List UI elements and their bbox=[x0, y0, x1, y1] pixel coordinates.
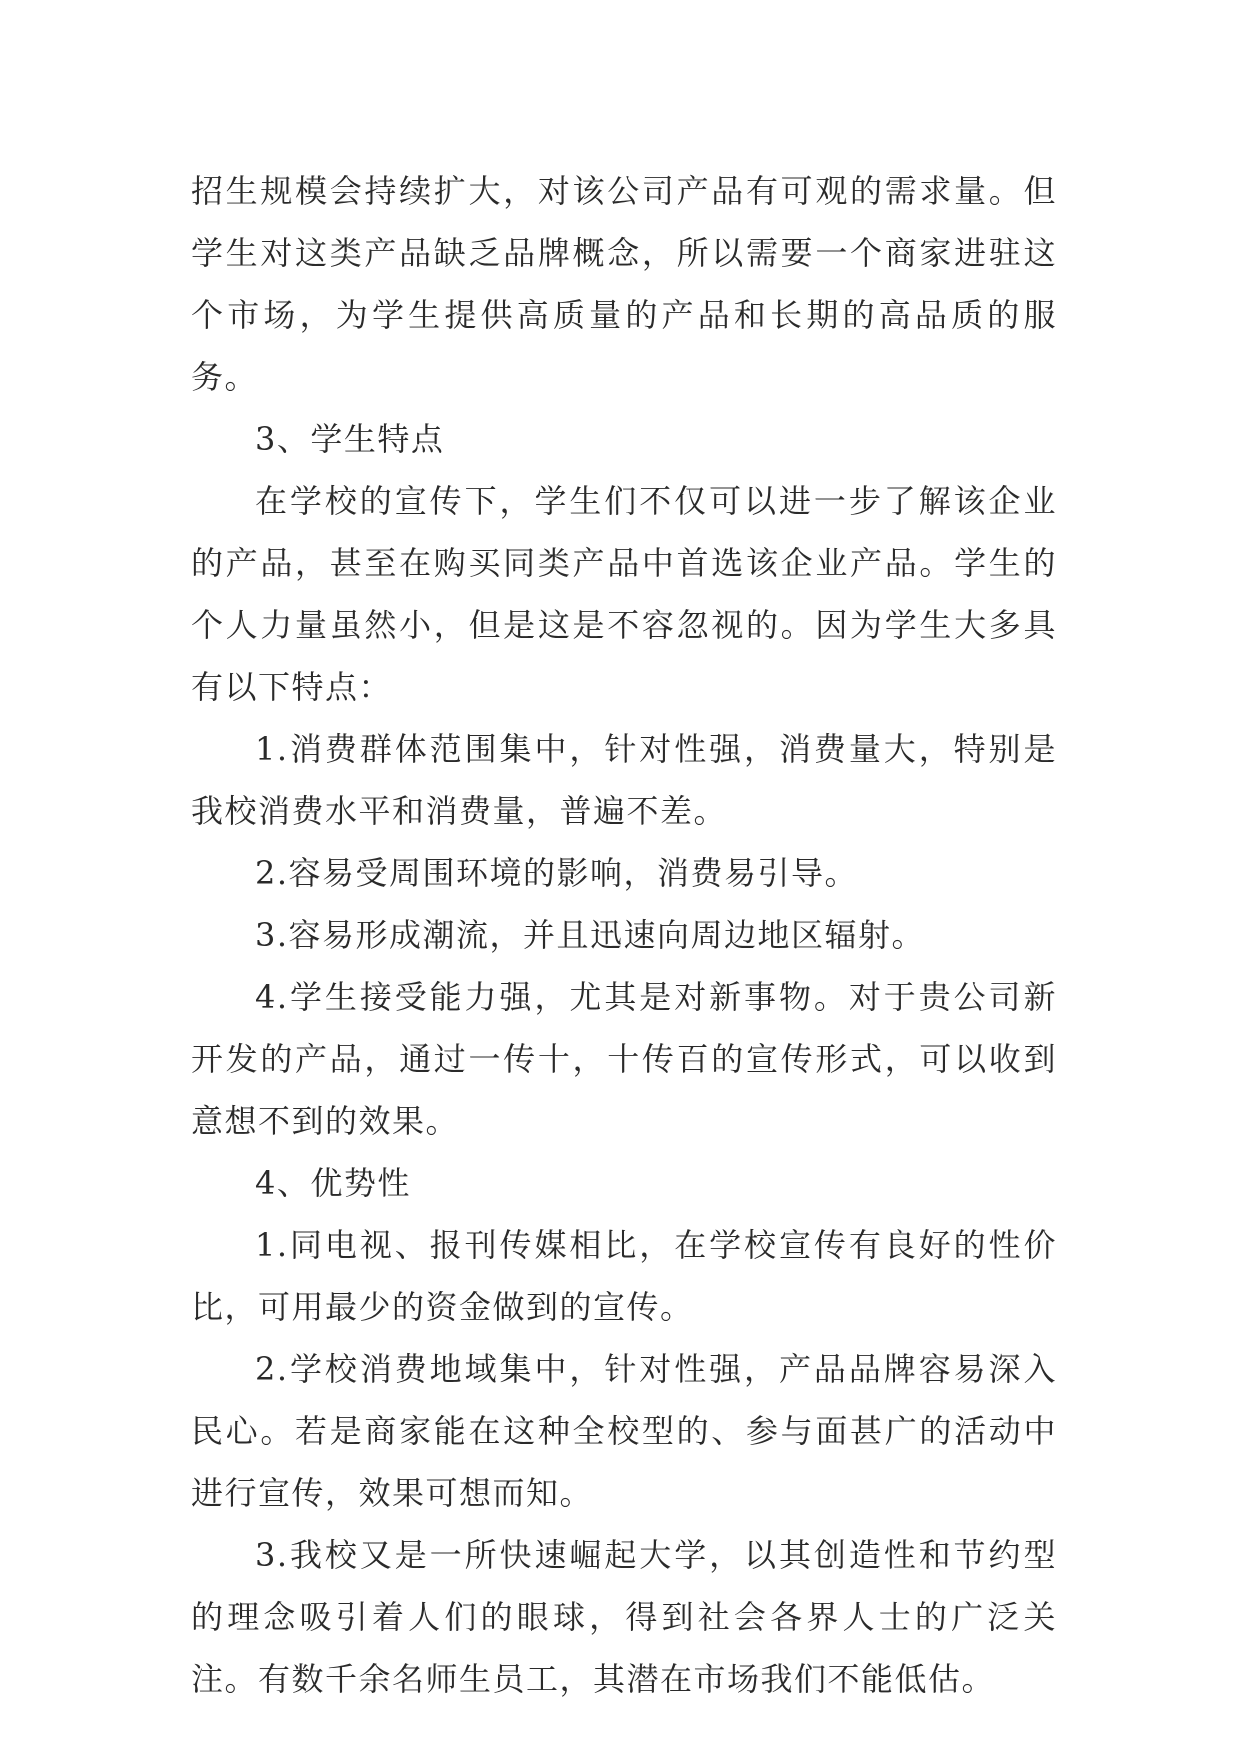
list-item-trait-4: 4.学生接受能力强，尤其是对新事物。对于贵公司新开发的产品，通过一传十，十传百的宣传形式，可以收到意想不到的效果。 bbox=[191, 978, 1057, 1140]
section-heading-student-traits: 3、学生特点 bbox=[255, 420, 445, 458]
document-body bbox=[191, 160, 1057, 1710]
list-item-advantage-2: 2.学校消费地域集中，针对性强，产品品牌容易深入民心。若是商家能在这种全校型的、参与面甚广的活动中进行宣传，效果可想而知。 bbox=[191, 1350, 1057, 1512]
list-item-trait-1: 1.消费群体范围集中，针对性强，消费量大，特别是我校消费水平和消费量，普遍不差。 bbox=[191, 730, 1057, 830]
list-item-advantage-1: 1.同电视、报刊传媒相比，在学校宣传有良好的性价比，可用最少的资金做到的宣传。 bbox=[191, 1226, 1057, 1326]
paragraph-student-traits: 在学校的宣传下，学生们不仅可以进一步了解该企业的产品，甚至在购买同类产品中首选该企业产品。学生的个人力量虽然小，但是这是不容忽视的。因为学生大多具有以下特点： bbox=[191, 482, 1057, 706]
list-item-advantage-3: 3.我校又是一所快速崛起大学，以其创造性和节约型的理念吸引着人们的眼球，得到社会各界人士的广泛关注。有数千余名师生员工，其潜在市场我们不能低估。 bbox=[191, 1536, 1057, 1698]
section-heading-advantages: 4、优势性 bbox=[255, 1164, 411, 1202]
list-item-trait-3: 3.容易形成潮流，并且迅速向周边地区辐射。 bbox=[255, 916, 926, 954]
paragraph-intro-continuation: 招生规模会持续扩大，对该公司产品有可观的需求量。但学生对这类产品缺乏品牌概念，所以需要一个商家进驻这个市场，为学生提供高质量的产品和长期的高品质的服务。 bbox=[191, 172, 1057, 396]
list-item-trait-2: 2.容易受周围环境的影响，消费易引导。 bbox=[255, 854, 859, 892]
